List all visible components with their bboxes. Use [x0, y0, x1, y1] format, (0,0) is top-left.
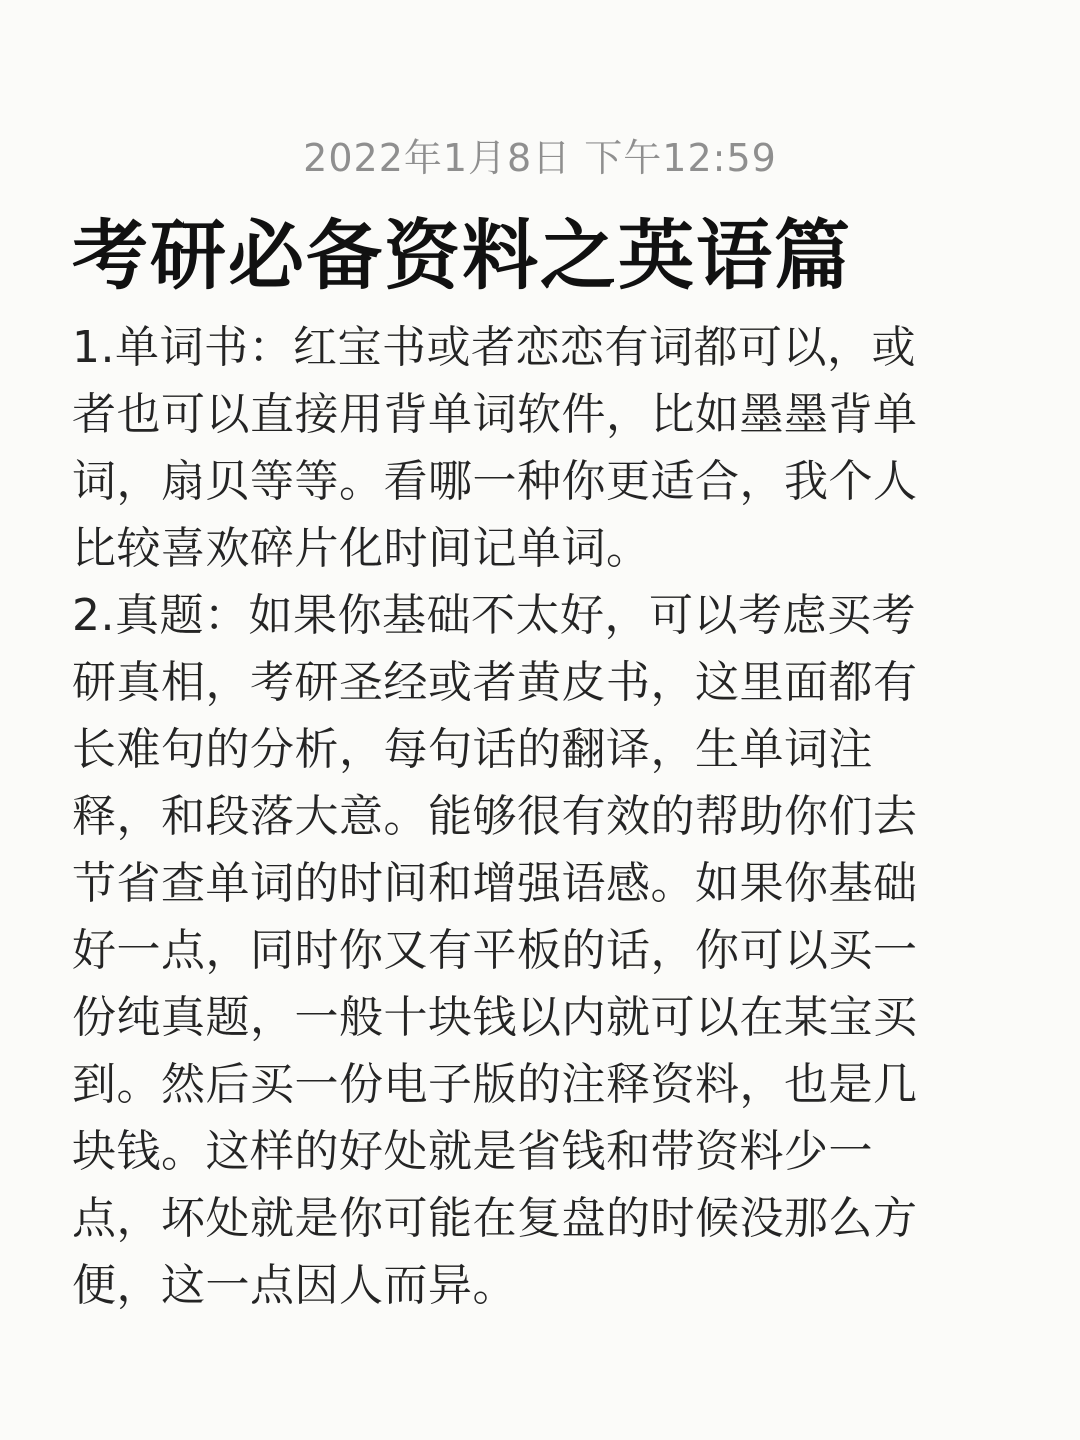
body-line: 份纯真题，一般十块钱以内就可以在某宝买 — [72, 992, 918, 1043]
body-line: 便，这一点因人而异。 — [72, 1260, 517, 1311]
body-line: 到。然后买一份电子版的注释资料，也是几 — [72, 1059, 918, 1110]
body-line: 比较喜欢碎片化时间记单词。 — [72, 523, 651, 574]
body-line: 好一点，同时你又有平板的话，你可以买一 — [72, 925, 918, 976]
note-body — [72, 314, 1008, 1319]
body-line: 释，和段落大意。能够很有效的帮助你们去 — [72, 791, 918, 842]
body-line: 块钱。这样的好处就是省钱和带资料少一 — [72, 1126, 873, 1177]
body-line: 词，扇贝等等。看哪一种你更适合，我个人 — [72, 456, 918, 507]
body-line: 2.真题：如果你基础不太好，可以考虑买考 — [72, 590, 916, 641]
body-line: 长难句的分析，每句话的翻译，生单词注 — [72, 724, 873, 775]
body-line: 节省查单词的时间和增强语感。如果你基础 — [72, 858, 918, 909]
note-title: 考研必备资料之英语篇 — [72, 211, 852, 300]
body-line: 1.单词书：红宝书或者恋恋有词都可以，或 — [72, 322, 916, 373]
body-line: 者也可以直接用背单词软件，比如墨墨背单 — [72, 389, 918, 440]
note-timestamp: 2022年1月8日 下午12:59 — [303, 136, 777, 180]
body-line: 点，坏处就是你可能在复盘的时候没那么方 — [72, 1193, 918, 1244]
body-line: 研真相，考研圣经或者黄皮书，这里面都有 — [72, 657, 918, 708]
